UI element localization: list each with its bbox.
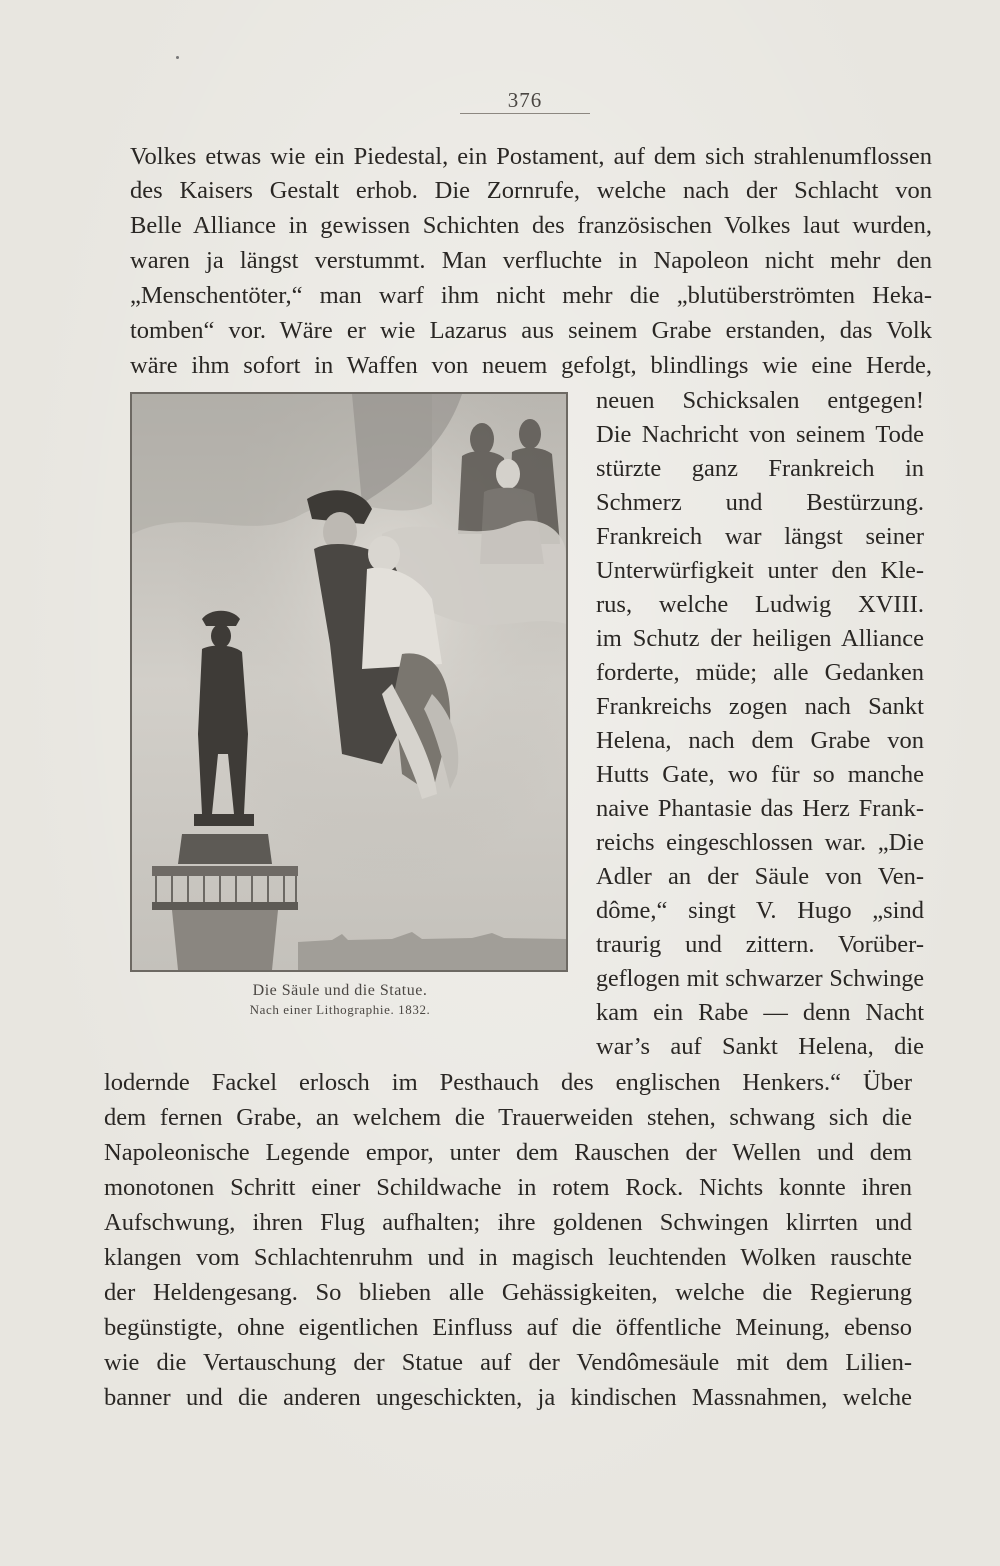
body-line: dôme,“ singt V. Hugo „sind	[596, 897, 924, 924]
body-line: Helena, nach dem Grabe von	[596, 727, 924, 754]
body-line: Schmerz und Bestürzung.	[596, 489, 924, 516]
figure-caption-source: Nach einer Lithographie. 1832.	[249, 1002, 431, 1017]
body-line: dem fernen Grabe, an welchem die Trauerweiden stehen, schwang sich die	[104, 1104, 912, 1131]
body-line: traurig und zittern. Vorüber-	[596, 931, 924, 958]
body-line: begünstigte, ohne eigentlichen Einfluss auf die öffentliche Meinung, ebenso	[104, 1314, 912, 1341]
body-line: tomben“ vor. Wäre er wie Lazarus aus seinem Grabe erstanden, das Volk	[130, 317, 932, 344]
body-line: klangen vom Schlachtenruhm und in magisch leuchtenden Wolken rauschte	[104, 1244, 912, 1271]
body-line: Belle Alliance in gewissen Schichten des französischen Volkes laut wurden,	[130, 212, 932, 239]
lithograph-illustration	[130, 392, 568, 972]
body-line: naive Phantasie das Herz Frank-	[596, 795, 924, 822]
body-line: „Menschentöter,“ man warf ihm nicht mehr die „blutüberströmten Heka-	[130, 282, 932, 309]
body-line: geflogen mit schwarzer Schwinge	[596, 966, 924, 992]
body-line: monotonen Schritt einer Schildwache in rotem Rock. Nichts konnte ihren	[104, 1174, 912, 1201]
body-line: Unterwürfigkeit unter den Kle-	[596, 557, 924, 584]
body-line: reichs eingeschlossen war. „Die	[596, 829, 924, 856]
body-line: rus, welche Ludwig XVIII.	[596, 591, 924, 618]
figure-caption-title: Die Säule und die Statue.	[252, 982, 428, 999]
page-number-rule	[460, 113, 590, 114]
body-line: lodernde Fackel erlosch im Pesthauch des englischen Henkers.“ Über	[104, 1069, 912, 1096]
body-line: forderte, müde; alle Gedanken	[596, 659, 924, 686]
body-line: banner und die anderen ungeschickten, ja kindischen Massnahmen, welche	[104, 1384, 912, 1411]
body-line: kam ein Rabe — denn Nacht	[596, 999, 924, 1026]
paper-speck	[176, 56, 179, 59]
body-line: Frankreich war längst seiner	[596, 523, 924, 550]
body-line: neuen Schicksalen entgegen!	[596, 387, 924, 414]
body-line: Adler an der Säule von Ven-	[596, 863, 924, 890]
lithograph-image	[132, 394, 566, 970]
body-line: im Schutz der heiligen Alliance	[596, 625, 924, 652]
body-line: war’s auf Sankt Helena, die	[596, 1033, 924, 1060]
body-line: Hutts Gate, wo für so manche	[596, 761, 924, 788]
body-line: Napoleonische Legende empor, unter dem Rauschen der Wellen und dem	[104, 1139, 912, 1166]
body-line: waren ja längst verstummt. Man verfluchte in Napoleon nicht mehr den	[130, 247, 932, 274]
body-line: Die Nachricht von seinem Tode	[596, 421, 924, 448]
body-line: wäre ihm sofort in Waffen von neuem gefolgt, blindlings wie eine Herde,	[130, 352, 932, 379]
body-line: wie die Vertauschung der Statue auf der Vendômesäule mit dem Lilien-	[104, 1349, 912, 1376]
body-line: Frankreichs zogen nach Sankt	[596, 693, 924, 720]
body-line: stürzte ganz Frankreich in	[596, 455, 924, 482]
body-line: Volkes etwas wie ein Piedestal, ein Postament, auf dem sich strahlenumflossen	[130, 143, 932, 170]
body-line: Aufschwung, ihren Flug aufhalten; ihre goldenen Schwingen klirrten und	[104, 1209, 912, 1236]
page-number: 376	[507, 88, 543, 112]
body-line: der Heldengesang. So blieben alle Gehässigkeiten, welche die Regierung	[104, 1279, 912, 1306]
body-line: des Kaisers Gestalt erhob. Die Zornrufe, welche nach der Schlacht von	[130, 177, 932, 204]
